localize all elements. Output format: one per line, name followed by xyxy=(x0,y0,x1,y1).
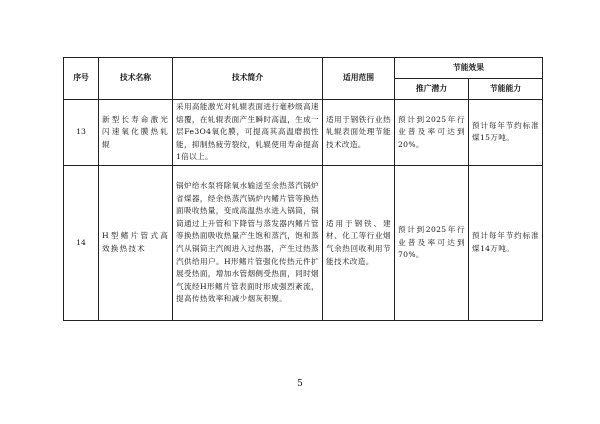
header-capacity: 节能能力 xyxy=(469,79,543,100)
row-capacity-cell xyxy=(469,100,543,166)
row-number: 13 xyxy=(64,100,99,166)
row-capacity: 预计每年节约标准煤15万吨。 xyxy=(472,120,539,143)
row-scope: 适用于钢铁、建材、化工等行业烟气余热回收利用节能技术改造。 xyxy=(326,218,391,266)
row-summary-cell xyxy=(173,165,323,320)
row-name: 新型长寿命激光闪速氧化膜热轧辊 xyxy=(102,114,169,149)
row-capacity: 预计每年节约标准煤14万吨。 xyxy=(472,231,539,253)
row-potential: 预计到2025年行业普及率可达到70%。 xyxy=(398,225,465,260)
row-name-cell xyxy=(99,165,173,320)
header-scope: 适用范围 xyxy=(323,58,395,100)
page-number: 5 xyxy=(297,379,303,389)
header-name: 技术名称 xyxy=(99,58,173,100)
row-summary: 锅炉给水泵将除氧水输送至余热蒸汽锅炉省煤器，经余热蒸汽锅炉内鳍片管等换热面吸收热量，变成高温热水进入锅筒，锅筒通过上升管和下降管与蒸发器内鳍片管等换热面吸收热量产生饱和蒸汽，饱和蒸汽从锅筒主汽阀进入过热器，产生过热蒸汽供给用户。H形鳍片管强化传热元件扩展受热面，增加水管烟侧受热面，同时烟气流经H形鳍片管表面时形成强烈紊流，提高传热效率和减少烟灰积聚。 xyxy=(176,181,319,304)
row-name: H型鳍片管式高效换热技术 xyxy=(102,231,169,253)
header-row-top xyxy=(64,58,543,79)
row-potential-cell xyxy=(395,100,469,166)
header-summary: 技术简介 xyxy=(173,58,323,100)
row-potential-cell xyxy=(395,165,469,320)
row-name-cell xyxy=(99,100,173,166)
row-scope: 适用于钢铁行业热轧辊表面处理节能技术改造。 xyxy=(326,114,391,149)
row-potential: 预计到2025年行业普及率可达到20%。 xyxy=(398,114,465,149)
header-potential: 推广潜力 xyxy=(395,79,469,100)
row-summary: 采用高能激光对轧辊表面进行毫秒级高速熔覆，在轧辊表面产生瞬时高温，生成一层Fe3O4氧化膜，可提高其高温磨损性能，抑制热疲劳裂纹，轧辊使用寿命提高1倍以上。 xyxy=(176,102,319,162)
table-row xyxy=(64,165,543,320)
row-number: 14 xyxy=(64,165,99,320)
row-scope-cell xyxy=(323,165,395,320)
row-capacity-cell xyxy=(469,165,543,320)
row-summary-cell xyxy=(173,100,323,166)
header-effect: 节能效果 xyxy=(395,58,543,79)
row-scope-cell xyxy=(323,100,395,166)
table-row xyxy=(64,100,543,166)
header-number: 序号 xyxy=(64,58,99,100)
technology-table xyxy=(63,57,543,321)
